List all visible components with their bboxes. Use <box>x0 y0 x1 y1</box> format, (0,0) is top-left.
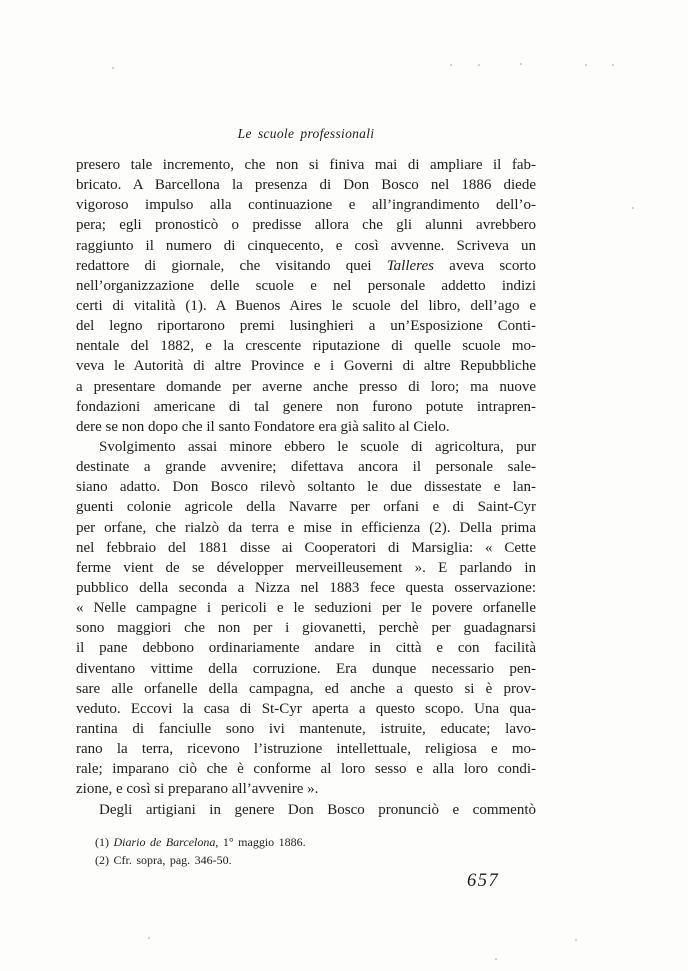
text-line <box>95 852 536 870</box>
text-segment: diventano vittime della corruzione. Era dunque necessario pen- <box>76 660 536 677</box>
text-segment: presero tale incremento, che non si finiva mai di ampliare il fab- <box>76 157 536 173</box>
text-segment: , 1° maggio 1886. <box>215 835 306 849</box>
footnotes <box>95 834 536 869</box>
text-segment: Svolgimento assai minore ebbero le scuole di agricoltura, pur <box>99 438 536 455</box>
text-line <box>76 659 536 679</box>
text-line <box>76 578 536 598</box>
text-segment: zione, e così si preparano all’avvenire ». <box>76 781 319 798</box>
text-segment: rano la terra, ricevono l’istruzione intellettuale, religiosa e mo- <box>76 741 536 758</box>
text-line <box>76 518 536 538</box>
text-segment: pera; egli pronosticò o predisse allora che gli alunni avrebbero <box>76 217 536 234</box>
running-head: Le scuole professionali <box>237 126 375 141</box>
text-segment: aveva scorto <box>433 257 536 274</box>
text-line <box>76 699 536 719</box>
text-segment: rale; imparano ciò che è conforme al loro sesso e alla loro condi- <box>76 761 536 778</box>
italic-text-segment: Diario de Barcelona <box>113 835 216 849</box>
text-line <box>76 356 536 376</box>
text-line <box>76 215 536 235</box>
text-line <box>76 316 536 336</box>
text-segment: sono maggiori che non per i giovanetti, perchè per guadagnarsi <box>76 620 536 637</box>
text-line <box>76 296 536 316</box>
text-segment: redattore di giornale, che visitando quei <box>76 257 387 274</box>
text-line <box>76 397 536 417</box>
text-line <box>76 538 536 558</box>
text-segment: nentale del 1882, e la crescente riputazione di quelle scuole mo- <box>76 338 536 355</box>
text-line <box>76 638 536 658</box>
text-line <box>76 779 536 799</box>
text-segment: fondazioni americane di tal genere non furono potute intrapren- <box>76 398 536 415</box>
text-line <box>76 256 536 276</box>
text-segment: certi di vitalità (1). A Buenos Aires le scuole del libro, dell’ago e <box>76 297 536 314</box>
text-segment: (1) <box>95 835 114 849</box>
text-segment: nell’organizzazione delle scuole e nel personale addetto indizi <box>76 277 536 294</box>
text-line <box>76 719 536 739</box>
text-line <box>76 417 536 437</box>
text-line <box>76 155 536 175</box>
text-segment: raggiunto il numero di cinquecento, e così avvenne. Scriveva un <box>76 237 536 254</box>
text-line <box>76 457 536 477</box>
text-segment: rantina di fanciulle sono ivi mantenute, istruite, educate; lavo- <box>76 720 536 737</box>
text-segment: sare alle orfanelle della campagna, ed anche a questo si è prov- <box>76 680 536 697</box>
text-segment: destinate a grande avvenire; difettava ancora il personale sale- <box>76 459 536 476</box>
text-line <box>76 618 536 638</box>
text-line <box>76 437 536 457</box>
text-segment: Degli artigiani in genere Don Bosco pronunciò e commentò <box>99 801 536 818</box>
text-segment: « Nelle campagne i pericoli e le seduzioni per le povere orfanelle <box>76 600 536 617</box>
body-text <box>76 155 536 820</box>
text-segment: dere se non dopo che il santo Fondatore era già salito al Cielo. <box>76 418 450 435</box>
text-line <box>76 336 536 356</box>
text-line <box>76 236 536 256</box>
text-segment: veva le Autorità di altre Province e i Governi di altre Repubbliche <box>76 358 536 375</box>
text-segment: guenti colonie agricole della Navarre per orfani e di Saint-Cyr <box>76 499 536 516</box>
text-line <box>76 377 536 397</box>
text-segment: ferme vient de se développer merveilleusement ». E parlando in <box>76 559 536 576</box>
text-segment: vigoroso impulso alla continuazione e all’ingrandimento dell’o- <box>76 197 536 214</box>
text-segment: del legno riportarono premi lusinghieri a un’Esposizione Conti- <box>76 318 536 335</box>
text-line <box>76 497 536 517</box>
text-line <box>95 834 536 852</box>
text-segment: a presentare domande per averne anche presso di loro; ma nuove <box>76 378 536 395</box>
page-number: 657 <box>467 871 500 891</box>
text-line <box>76 276 536 296</box>
text-segment: il pane debbono ordinariamente andare in città e con facilità <box>76 640 536 657</box>
italic-text-segment: Talleres <box>386 257 434 274</box>
text-line <box>76 759 536 779</box>
text-line <box>76 195 536 215</box>
text-line <box>76 739 536 759</box>
text-segment: bricato. A Barcellona la presenza di Don Bosco nel 1886 diede <box>76 177 536 194</box>
text-line <box>76 679 536 699</box>
text-segment: nel febbraio del 1881 disse ai Cooperatori di Marsiglia: « Cette <box>76 539 536 556</box>
text-line <box>76 477 536 497</box>
text-segment: (2) Cfr. sopra, pag. 346-50. <box>95 852 232 867</box>
text-line <box>76 800 536 820</box>
text-line <box>76 598 536 618</box>
text-segment: siano adatto. Don Bosco rilevò soltanto le due dissestate e lan- <box>76 479 536 496</box>
text-line <box>76 175 536 195</box>
text-line <box>76 558 536 578</box>
text-segment: pubblico della seconda a Nizza nel 1883 fece questa osservazione: <box>76 579 536 596</box>
text-segment: veduto. Eccovi la casa di St-Cyr aperta a questo scopo. Una qua- <box>76 700 536 717</box>
text-segment: per orfane, che rialzò da terra e mise in efficienza (2). Della prima <box>76 519 536 536</box>
